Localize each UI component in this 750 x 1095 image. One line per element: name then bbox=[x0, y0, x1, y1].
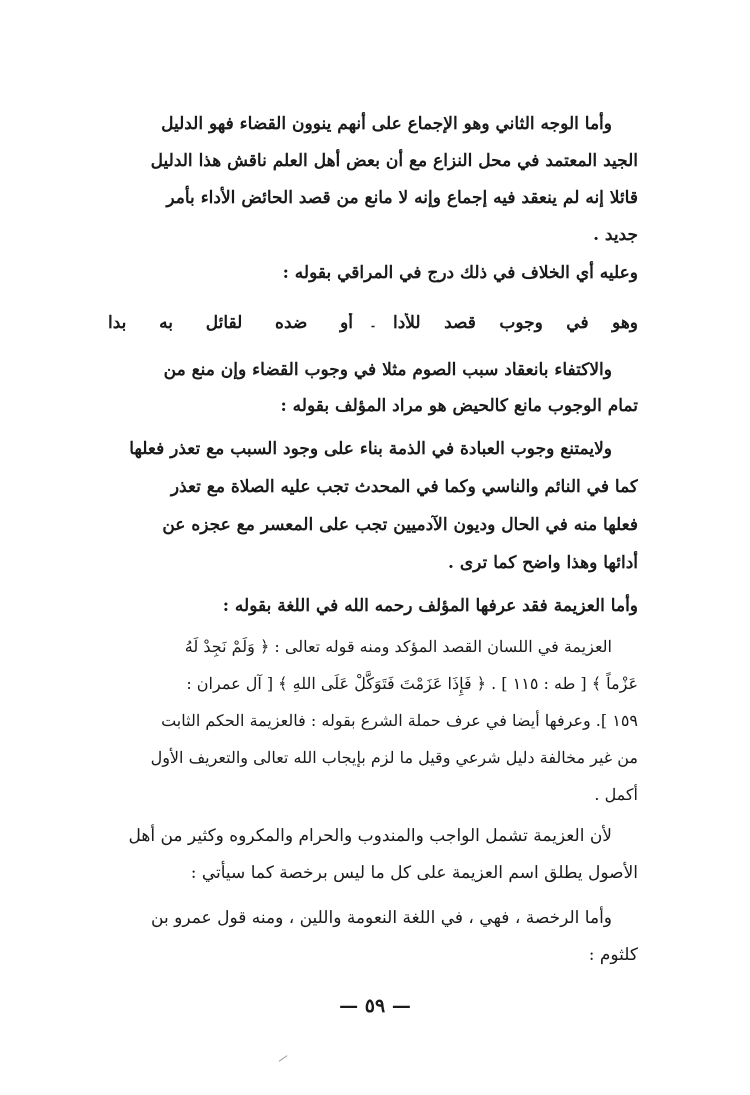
paragraph-azima-definition bbox=[108, 628, 638, 813]
text-line: أدائها وهذا واضح كما ترى . bbox=[448, 553, 638, 573]
text-line: من غير مخالفة دليل شرعي وقيل ما لزم بإيجاب الله تعالى والتعريف الأول bbox=[150, 748, 638, 767]
paragraph-azima-intro bbox=[108, 588, 638, 624]
text-line: فعلها منه في الحال وديون الآدميين تجب على المعسر مع عجزه عن bbox=[162, 515, 638, 535]
text-line: وعليه أي الخلاف في ذلك درج في المراقي بقوله : bbox=[282, 263, 638, 283]
text-line: جديد . bbox=[593, 225, 638, 245]
verse-separator: ۔ bbox=[369, 316, 377, 330]
page-number: — ٥٩ — bbox=[339, 995, 411, 1017]
text-line: وأما الرخصة ، فهي ، في اللغة النعومة واللين ، ومنه قول عمرو بن bbox=[151, 908, 612, 928]
text-line: عَزْماً ﴾ [ طه : ١١٥ ] . ﴿ فَإِذَا عَزَمْتَ فَتَوَكَّلْ عَلَى اللهِ ﴾ [ آل عمران : bbox=[186, 674, 638, 693]
paragraph-obligation bbox=[108, 430, 638, 582]
paragraph-sufficiency bbox=[108, 352, 638, 424]
text-line: كما في النائم والناسي وكما في المحدث تجب عليه الصلاة مع تعذر bbox=[170, 477, 638, 497]
text-line: وأما الوجه الثاني وهو الإجماع على أنهم ينوون القضاء فهو الدليل bbox=[161, 114, 612, 134]
text-line: الجيد المعتمد في محل النزاع مع أن بعض أهل العلم ناقش هذا الدليل bbox=[150, 151, 638, 171]
text-line: قائلا إنه لم ينعقد فيه إجماع وإنه لا مانع من قصد الحائض الأداء بأمر bbox=[166, 188, 638, 208]
paragraph-consensus bbox=[108, 106, 638, 254]
text-line: العزيمة في اللسان القصد المؤكد ومنه قوله تعالى : ﴿ وَلَمْ نَجِدْ لَهُ bbox=[184, 637, 612, 656]
scan-mark bbox=[279, 1055, 288, 1062]
paragraph-azima-scope bbox=[108, 818, 638, 892]
text-line: أكمل . bbox=[594, 785, 638, 804]
paragraph-maraqi-intro bbox=[108, 255, 638, 291]
text-line: ولايمتنع وجوب العبادة في الذمة بناء على وجود السبب مع تعذر فعلها bbox=[129, 439, 612, 459]
text-line: الأصول يطلق اسم العزيمة على كل ما ليس برخصة كما سيأتي : bbox=[190, 863, 638, 883]
poetry-verse bbox=[108, 305, 638, 341]
text-line: والاكتفاء بانعقاد سبب الصوم مثلا في وجوب القضاء وإن منع من bbox=[163, 360, 612, 380]
text-line: ١٥٩ ]. وعرفها أيضا في عرف حملة الشرع بقوله : فالعزيمة الحكم الثابت bbox=[161, 711, 638, 730]
text-line: لأن العزيمة تشمل الواجب والمندوب والحرام والمكروه وكثير من أهل bbox=[128, 826, 612, 846]
verse-first-hemistich: وهو في وجوب قصد للأدا bbox=[393, 313, 638, 333]
verse-second-hemistich: أو ضده لقائل به بدا bbox=[108, 313, 353, 333]
text-line: تمام الوجوب مانع كالحيض هو مراد المؤلف بقوله : bbox=[280, 396, 638, 416]
text-line: كلثوم : bbox=[588, 945, 638, 965]
text-line: وأما العزيمة فقد عرفها المؤلف رحمه الله في اللغة بقوله : bbox=[222, 596, 638, 616]
paragraph-rukhsa bbox=[108, 900, 638, 974]
